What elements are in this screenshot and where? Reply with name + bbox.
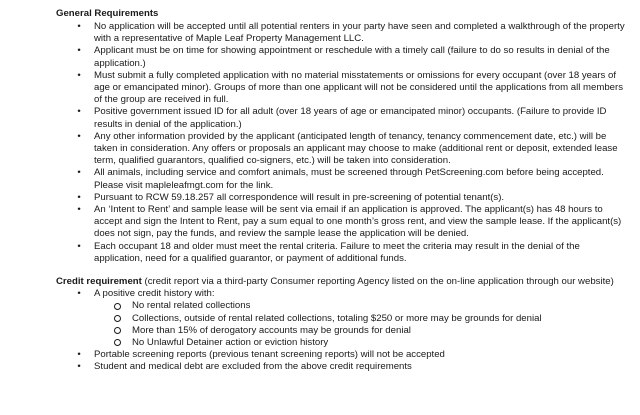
- bullet-icon: •: [77, 240, 81, 252]
- general-requirements-heading: General Requirements: [56, 8, 159, 19]
- credit-requirement-description: (credit report via a third-party Consumer reporting Agency listed on the on-line application through our website): [141, 276, 614, 288]
- list-item-text: Student and medical debt are excluded from the above credit requirements: [94, 361, 412, 373]
- bullet-icon: •: [77, 204, 81, 216]
- list-item: [56, 45, 626, 69]
- list-item-text: Applicant must be on time for showing appointment or reschedule with a timely call (failure to do so results in denial of the application.): [94, 45, 610, 69]
- sublist-item-text: No Unlawful Detainer action or eviction history: [132, 337, 329, 349]
- list-item-text: Any other information provided by the applicant (anticipated length of tenancy, tenancy commencement date, etc.) will be taken in consideration. Any offers or proposals an applicant may choose to make (additional rent or deposit, extended lease term, qualified guarantors, qualified co-signers, etc.) will be taken into consideration.: [94, 130, 618, 167]
- list-item-text: No application will be accepted until all potential renters in your party have seen and completed a walkthrough of the property with a representative of Maple Leaf Property Management LLC.: [94, 21, 625, 45]
- circle-bullet-icon: [112, 313, 122, 325]
- bullet-icon: •: [77, 106, 81, 118]
- list-item-text: Each occupant 18 and older must meet the rental criteria. Failure to meet the criteria may result in the denial of the application, need for a qualified guarantor, or payment of additional funds.: [94, 240, 580, 264]
- credit-requirement-intro: [56, 276, 626, 288]
- list-item-text: Must submit a fully completed application with no material misstatements or omissions for every occupant (over 18 years of age or emancipated minor). Groups of more than one applicant will not be considered until the applications from all members of the group are received in full.: [94, 69, 624, 106]
- sublist-item-text: Collections, outside of rental related collections, totaling $250 or more may be grounds for denial: [132, 312, 542, 324]
- bullet-icon: •: [77, 167, 81, 179]
- list-item: [56, 361, 626, 373]
- list-item: [56, 349, 626, 361]
- list-item: [56, 167, 626, 191]
- list-item-text: Pursuant to RCW 59.18.257 all correspondence will result in pre-screening of potential tenant(s).: [94, 191, 505, 203]
- bullet-icon: •: [77, 21, 81, 32]
- circle-bullet-icon: [112, 300, 122, 312]
- list-item-text: Portable screening reports (previous tenant screening reports) will not be accepted: [94, 349, 445, 361]
- circle-bullet-icon: [112, 325, 122, 337]
- credit-history-sublist: [94, 300, 626, 349]
- sublist-item: [94, 337, 626, 349]
- list-item-text: All animals, including service and comfort animals, must be screened through PetScreening.com before being accepted. Please visit mapleleafmgt.com for the link.: [94, 167, 604, 191]
- sublist-item: [94, 300, 626, 312]
- list-item-text: An ‘Intent to Rent’ and sample lease will be sent via email if an application is approved. The applicant(s) has 48 hours to accept and sign the Intent to Rent, pay a sum equal to one month’s gross rent, and view the sample lease. If the applicant(s) does not sign, pay the funds, and review the sample lease the application will be denied.: [94, 204, 622, 240]
- list-item: [56, 131, 626, 168]
- list-item: [56, 21, 626, 45]
- list-item: [56, 70, 626, 107]
- bullet-icon: •: [77, 191, 81, 203]
- sublist-item: [94, 313, 626, 325]
- credit-requirements-list: [56, 288, 626, 373]
- bullet-icon: •: [77, 69, 81, 81]
- circle-bullet-icon: [112, 337, 122, 349]
- document-body: [56, 8, 626, 374]
- sublist-item: [94, 325, 626, 337]
- list-item-text: Positive government issued ID for all adult (over 18 years of age or emancipated minor) occupants. (Failure to provide ID results in denial of the application.): [94, 106, 607, 130]
- section-spacer: [56, 265, 626, 276]
- list-item: [56, 288, 626, 349]
- list-item: [56, 106, 626, 130]
- credit-requirement-heading: Credit requirement: [56, 276, 142, 288]
- bullet-icon: •: [77, 361, 81, 373]
- sublist-item-text: No rental related collections: [132, 300, 251, 312]
- bullet-icon: •: [77, 130, 81, 142]
- general-requirements-list: [56, 21, 626, 265]
- bullet-icon: •: [77, 45, 81, 57]
- list-item: [56, 204, 626, 241]
- list-item: [56, 241, 626, 265]
- list-item: [56, 192, 626, 204]
- list-item-text: A positive credit history with:: [94, 288, 215, 300]
- sublist-item-text: More than 15% of derogatory accounts may be grounds for denial: [132, 324, 411, 336]
- bullet-icon: •: [77, 349, 81, 361]
- bullet-icon: •: [77, 288, 81, 300]
